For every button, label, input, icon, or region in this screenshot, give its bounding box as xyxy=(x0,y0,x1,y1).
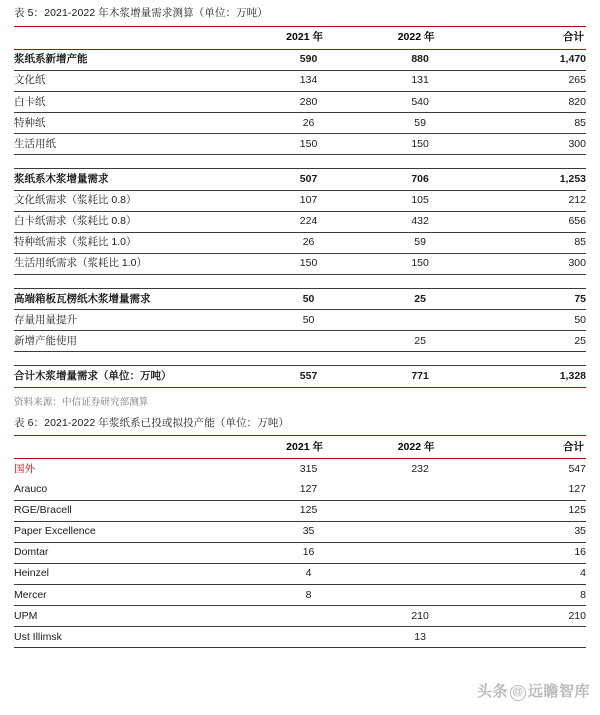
cell-total: 1,470 xyxy=(477,49,586,70)
cell-label: 存量用量提升 xyxy=(14,310,254,331)
cell-total: 85 xyxy=(477,113,586,134)
cell-label: 特种纸 xyxy=(14,113,254,134)
cell-y2022: 59 xyxy=(363,113,477,134)
cell-y2022 xyxy=(363,542,477,563)
cell-y2021 xyxy=(254,606,363,627)
table6 xyxy=(14,435,586,648)
at-icon: @ xyxy=(510,685,526,701)
table5-col-label xyxy=(14,26,254,49)
cell-label: 白卡纸需求（浆耗比 0.8） xyxy=(14,211,254,232)
cell-total: 656 xyxy=(477,211,586,232)
watermark xyxy=(477,680,590,701)
cell-label: UPM xyxy=(14,606,254,627)
cell-label: 生活用纸需求（浆耗比 1.0） xyxy=(14,253,254,274)
table6-col-label xyxy=(14,436,254,459)
table-row xyxy=(14,232,586,253)
cell-label: 白卡纸 xyxy=(14,92,254,113)
cell-y2022: 232 xyxy=(411,462,429,475)
cell-y2022 xyxy=(363,521,477,542)
table-row xyxy=(14,500,586,521)
cell-y2021: 35 xyxy=(254,521,363,542)
cell-y2021: 8 xyxy=(254,585,363,606)
cell-label: Arauco xyxy=(14,479,254,500)
table6-col-y2022: 2022 年 xyxy=(363,436,477,459)
table-spacer-row xyxy=(14,352,586,366)
cell-y2022: 150 xyxy=(363,253,477,274)
cell-total: 4 xyxy=(477,563,586,584)
cell-y2021: 150 xyxy=(254,253,363,274)
table5 xyxy=(14,26,586,388)
table-row xyxy=(14,331,586,352)
table-total-row xyxy=(14,366,586,387)
cell-label: 高端箱板瓦楞纸木浆增量需求 xyxy=(14,289,254,310)
cell-label: 新增产能使用 xyxy=(14,331,254,352)
table5-header-row xyxy=(14,26,586,49)
cell-y2021: 507 xyxy=(254,169,363,190)
cell-label: 浆纸系新增产能 xyxy=(14,49,254,70)
table6-block xyxy=(0,410,600,649)
cell-y2022 xyxy=(363,500,477,521)
cell-y2022: 540 xyxy=(363,92,477,113)
table5-col-total: 合计 xyxy=(477,26,586,49)
table6-body xyxy=(14,459,586,648)
cell-y2021: 50 xyxy=(254,310,363,331)
cell-total: 212 xyxy=(477,190,586,211)
cell-total: 50 xyxy=(477,310,586,331)
table6-col-y2021: 2021 年 xyxy=(254,436,363,459)
cell-y2022: 150 xyxy=(363,134,477,155)
cell-total xyxy=(477,627,586,648)
cell-y2021: 280 xyxy=(254,92,363,113)
cell-y2022 xyxy=(363,310,477,331)
cell-y2021: 224 xyxy=(254,211,363,232)
table-group-row xyxy=(14,169,586,190)
cell-y2022 xyxy=(363,585,477,606)
table-group-row xyxy=(14,459,586,480)
cell-label: 文化纸 xyxy=(14,70,254,91)
cell-y2021: 315 xyxy=(299,462,318,475)
table-spacer-cell xyxy=(14,352,586,366)
cell-y2021: 590 xyxy=(254,49,363,70)
cell-y2022: 25 xyxy=(363,331,477,352)
table-row xyxy=(14,521,586,542)
table6-head xyxy=(14,436,586,459)
table-group-row xyxy=(14,49,586,70)
cell-y2021: 4 xyxy=(254,563,363,584)
cell-y2021: 150 xyxy=(254,134,363,155)
cell-label: 浆纸系木浆增量需求 xyxy=(14,169,254,190)
table5-body xyxy=(14,49,586,387)
table-row xyxy=(14,310,586,331)
table-row xyxy=(14,70,586,91)
cell-total: 300 xyxy=(477,253,586,274)
table-row xyxy=(14,211,586,232)
cell-total: 25 xyxy=(477,331,586,352)
watermark-name: 远瞻智库 xyxy=(527,683,590,700)
table-row xyxy=(14,134,586,155)
cell-y2022 xyxy=(363,563,477,584)
cell-label: Paper Excellence xyxy=(14,521,254,542)
cell-total: 300 xyxy=(477,134,586,155)
cell-label: 文化纸需求（浆耗比 0.8） xyxy=(14,190,254,211)
cell-total: 75 xyxy=(477,289,586,310)
cell-y2021 xyxy=(254,627,363,648)
table-row xyxy=(14,542,586,563)
table-row xyxy=(14,563,586,584)
cell-total: 125 xyxy=(477,500,586,521)
table-spacer-cell xyxy=(14,155,586,169)
watermark-prefix: 头条 xyxy=(476,683,508,700)
cell-total: 8 xyxy=(477,585,586,606)
cell-total: 265 xyxy=(477,70,586,91)
cell-y2022: 432 xyxy=(363,211,477,232)
cell-y2021: 107 xyxy=(254,190,363,211)
cell-y2022: 771 xyxy=(363,366,477,387)
cell-y2021: 134 xyxy=(254,70,363,91)
table-row xyxy=(14,585,586,606)
cell-y2022: 59 xyxy=(363,232,477,253)
table5-col-y2022: 2022 年 xyxy=(363,26,477,49)
cell-y2022: 25 xyxy=(363,289,477,310)
cell-label: RGE/Bracell xyxy=(14,500,254,521)
cell-total: 1,253 xyxy=(477,169,586,190)
table-row xyxy=(14,113,586,134)
cell-label: 国外 xyxy=(14,462,35,475)
cell-total: 127 xyxy=(477,479,586,500)
cell-total: 35 xyxy=(477,521,586,542)
table-row xyxy=(14,190,586,211)
cell-y2022: 13 xyxy=(363,627,477,648)
table5-source: 资料来源：中信证券研究部测算 xyxy=(14,396,149,408)
table6-header-row xyxy=(14,436,586,459)
cell-label: Domtar xyxy=(14,542,254,563)
cell-y2022: 105 xyxy=(363,190,477,211)
table6-col-total: 合计 xyxy=(477,436,586,459)
cell-y2021: 26 xyxy=(254,113,363,134)
cell-y2021: 16 xyxy=(254,542,363,563)
table-row xyxy=(14,92,586,113)
table-spacer-row xyxy=(14,275,586,289)
cell-y2021: 26 xyxy=(254,232,363,253)
table-group-row xyxy=(14,289,586,310)
table-row xyxy=(14,253,586,274)
cell-y2022: 210 xyxy=(363,606,477,627)
cell-y2021 xyxy=(254,331,363,352)
table-row xyxy=(14,479,586,500)
table-spacer-row xyxy=(14,155,586,169)
cell-y2021: 557 xyxy=(254,366,363,387)
cell-y2021: 125 xyxy=(254,500,363,521)
cell-y2022: 131 xyxy=(363,70,477,91)
cell-total: 16 xyxy=(477,542,586,563)
cell-y2022: 880 xyxy=(363,49,477,70)
cell-total: 210 xyxy=(477,606,586,627)
cell-y2021: 127 xyxy=(254,479,363,500)
cell-label: Heinzel xyxy=(14,563,254,584)
table5-head xyxy=(14,26,586,49)
table5-col-y2021: 2021 年 xyxy=(254,26,363,49)
table5-caption: 表 5：2021-2022 年木浆增量需求测算（单位：万吨） xyxy=(14,7,268,19)
cell-label: 合计木浆增量需求（单位：万吨） xyxy=(14,366,254,387)
cell-label: 生活用纸 xyxy=(14,134,254,155)
cell-total: 85 xyxy=(477,232,586,253)
cell-label: 特种纸需求（浆耗比 1.0） xyxy=(14,232,254,253)
cell-label: Mercer xyxy=(14,585,254,606)
table-spacer-cell xyxy=(14,275,586,289)
cell-total: 820 xyxy=(477,92,586,113)
cell-y2022 xyxy=(363,479,477,500)
cell-total: 547 xyxy=(568,462,586,475)
cell-label: Ust Illimsk xyxy=(14,627,254,648)
cell-y2021: 50 xyxy=(254,289,363,310)
cell-y2022: 706 xyxy=(363,169,477,190)
table6-caption: 表 6：2021-2022 年浆纸系已投或拟投产能（单位：万吨） xyxy=(14,416,290,429)
cell-total: 1,328 xyxy=(477,366,586,387)
table-row xyxy=(14,606,586,627)
table-row xyxy=(14,627,586,648)
